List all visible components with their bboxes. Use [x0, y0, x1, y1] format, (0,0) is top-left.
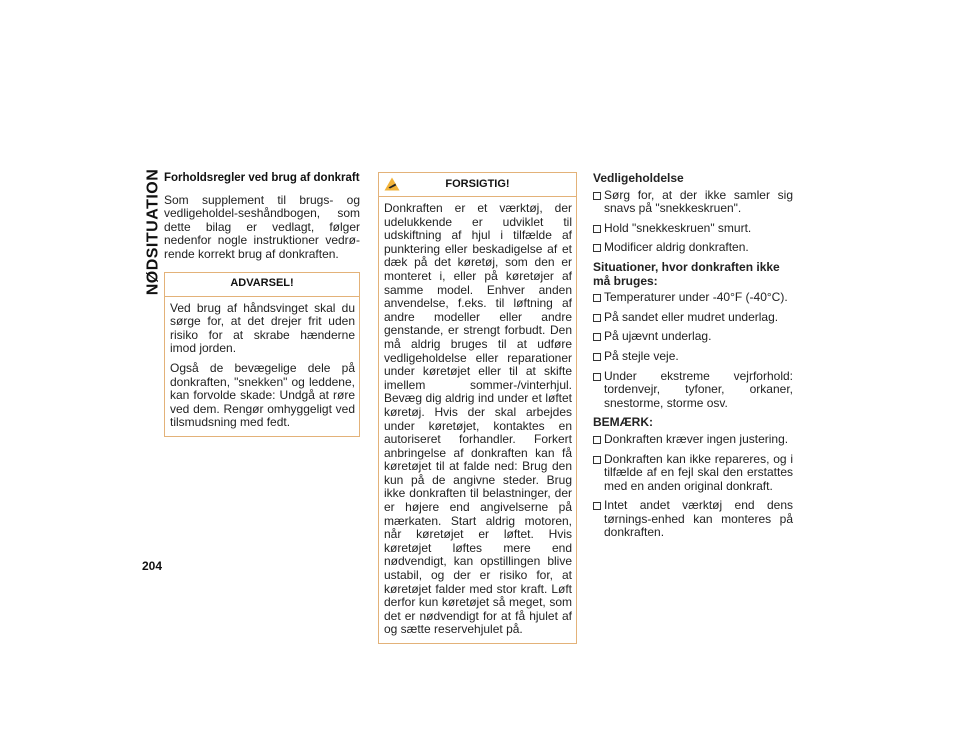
maintenance-heading: Vedligeholdelse	[593, 171, 684, 185]
list-item: På ujævnt underlag.	[593, 330, 793, 344]
warning-paragraph: Også de bevægelige dele på donkraften, "snekken" og leddene, kan forvolde skade: Undgå at røre ved dem. Rengør omhyggeligt ved tilsmudsning med fedt.	[170, 360, 355, 430]
checkbox-square-icon	[593, 333, 601, 341]
checkbox-square-icon	[593, 225, 601, 233]
warning-triangle-icon	[384, 177, 400, 191]
intro-paragraph: Som supplement til brugs- og vedligeholdel-seshåndbogen, som dette bilag er vedlagt, følger nedenfor nogle instruktioner vedrø-rende korrekt brug af donkraften.	[164, 192, 360, 261]
checkbox-square-icon	[593, 353, 601, 361]
list-item: På sandet eller mudret underlag.	[593, 311, 793, 325]
list-item: Intet andet værktøj end dens tørnings-enhed kan monteres på donkraften.	[593, 499, 793, 540]
checkbox-square-icon	[593, 294, 601, 302]
situations-list	[593, 291, 793, 410]
checkbox-square-icon	[593, 373, 601, 381]
note-list	[593, 433, 793, 540]
checkbox-square-icon	[593, 314, 601, 322]
checkbox-square-icon	[593, 436, 601, 444]
page-number: 204	[142, 559, 163, 573]
checkbox-square-icon	[593, 244, 601, 252]
checkbox-square-icon	[593, 456, 601, 464]
situations-heading: Situationer, hvor donkraften ikke må bruges:	[593, 259, 780, 288]
list-item: Hold "snekkeskruen" smurt.	[593, 222, 793, 236]
caution-title: FORSIGTIG!	[445, 177, 510, 190]
caution-paragraph: Donkraften er et værktøj, der udelukkende er udviklet til udskiftning af hjul i tilfælde af punktering eller beskadigelse af et dæk på det køretøj, som den er monteret i, eller på køretøjer af samme model. Enhver anden anvendelse, f.eks. til løftning af andre modeller eller andre genstande, er strengt forbudt. Den må aldrig bruges til at udføre vedligeholdelse eller reparationer under køretøjet eller til at skifte imellem sommer-/vinterhjul. Bevæg dig aldrig ind under et løftet køretøj. Hvis der skal arbejdes under køretøjet, kontaktes en autoriseret forhandler. Forkert anbringelse af donkraften kan få køretøjet til at falde ned: Brug den kun på de angivne steder. Brug ikke donkraften til belastninger, der er højere end angivelserne på mærkaten. Start aldrig motoren, når køretøjet er løftet. Hvis køretøjet løftes mere end nødvendigt, kan opstillingen blive ustabil, og der er risiko for, at køretøjet falder med stor kraft. Løft derfor kun køretøjet så meget, som det er nødvendigt for at få hjulet af og sætte reservehjulet på.	[384, 201, 572, 637]
column-right	[593, 172, 793, 546]
jack-precautions-heading: Forholdsregler ved brug af donkraft	[164, 172, 360, 184]
list-item: På stejle veje.	[593, 350, 793, 364]
list-item: Donkraften kræver ingen justering.	[593, 433, 793, 447]
list-item: Under ekstreme vejrforhold: tordenvejr, tyfoner, orkaner, snestorme, storme osv.	[593, 370, 793, 411]
checkbox-square-icon	[593, 192, 601, 200]
note-heading: BEMÆRK:	[593, 415, 653, 430]
caution-body	[379, 197, 576, 643]
warning-paragraph: Ved brug af håndsvinget skal du sørge for, at det drejer frit uden risiko for at skrabe hænderne imod jorden.	[170, 300, 355, 356]
warning-title: ADVARSEL!	[230, 277, 294, 290]
section-title: NØDSITUATION	[144, 168, 161, 296]
caution-box-header	[379, 173, 576, 197]
column-left	[164, 172, 360, 437]
warning-box	[164, 272, 360, 437]
list-item: Donkraften kan ikke repareres, og i tilfælde af en fejl skal den erstattes med en anden original donkraft.	[593, 453, 793, 494]
warning-box-header	[165, 273, 359, 297]
list-item: Sørg for, at der ikke samler sig snavs på "snekkeskruen".	[593, 189, 793, 216]
caution-box	[378, 172, 577, 644]
list-item: Temperaturer under -40°F (-40°C).	[593, 291, 793, 305]
list-item: Modificer aldrig donkraften.	[593, 241, 793, 255]
column-middle	[378, 172, 577, 644]
warning-body	[165, 297, 359, 436]
maintenance-list	[593, 189, 793, 255]
checkbox-square-icon	[593, 502, 601, 510]
